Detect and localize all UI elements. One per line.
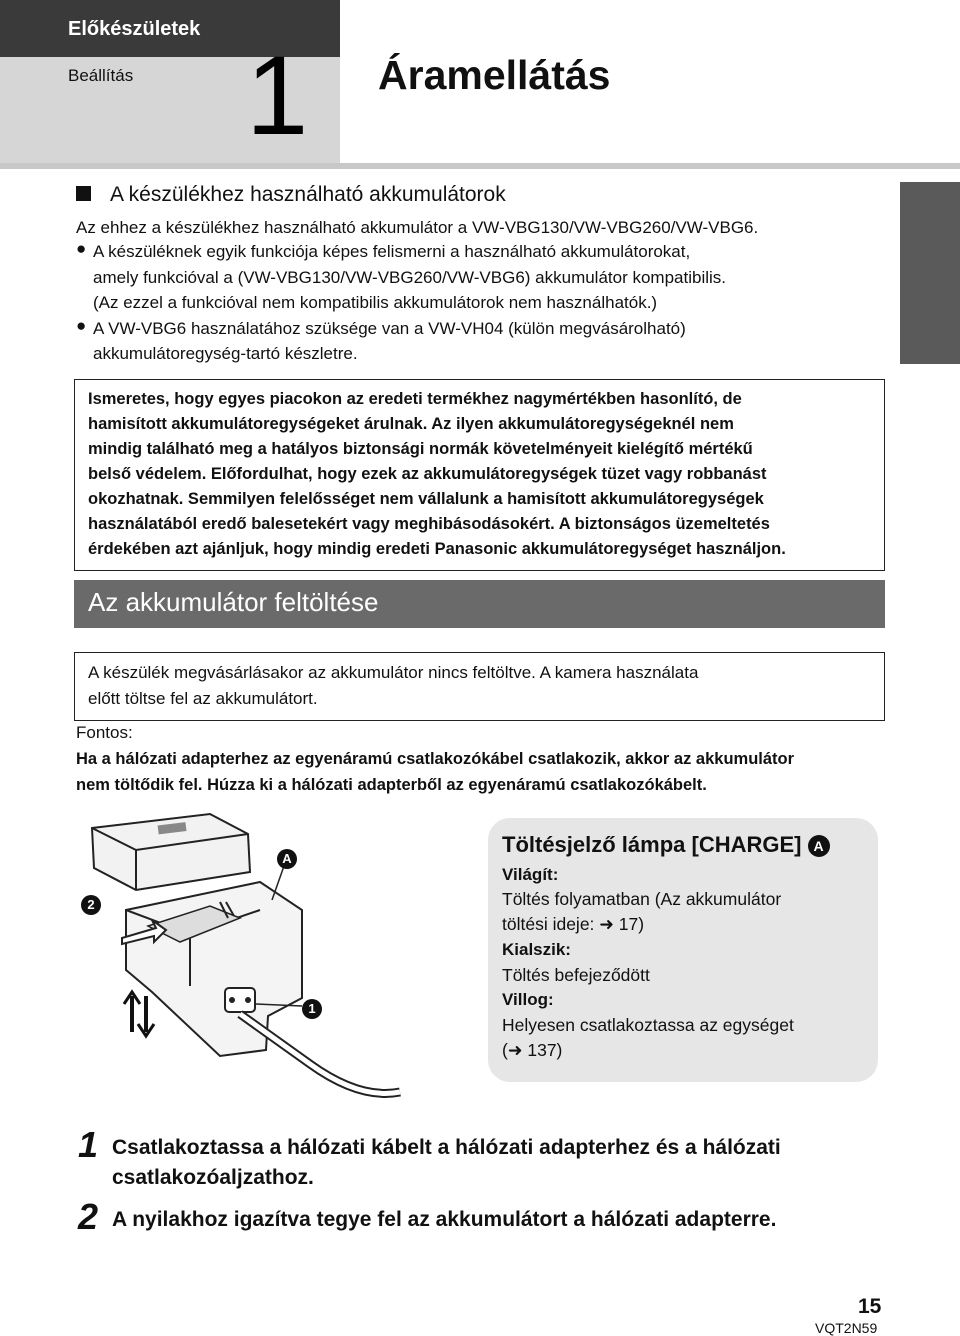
bullet-dot: ● xyxy=(76,239,87,258)
warning-line: érdekében azt ajánljuk, hogy mindig eredeti Panasonic akkumulátoregységet használjon. xyxy=(88,540,786,558)
side-tab-marker xyxy=(900,182,960,364)
battery-section-heading: A készülékhez használható akkumulátorok xyxy=(110,183,506,206)
warning-text xyxy=(88,387,878,562)
charging-section-heading: Az akkumulátor feltöltése xyxy=(88,587,379,617)
note-line: A készülék megvásárlásakor az akkumulátor nincs feltöltve. A kamera használata xyxy=(88,663,699,682)
page-title: Áramellátás xyxy=(378,52,611,98)
flash-label: Villog: xyxy=(502,990,554,1009)
off-text: Töltés befejeződött xyxy=(502,965,650,985)
label-2-badge: 2 xyxy=(81,895,101,915)
warning-line: hamisított akkumulátoregységeket árulnak. Az ilyen akkumulátoregységeknél nem xyxy=(88,415,734,433)
warning-line: Ismeretes, hogy egyes piacokon az eredeti termékhez nagymértékben hasonlító, de xyxy=(88,390,742,408)
heading-square-bullet xyxy=(76,186,91,201)
warning-line: használatából eredő balesetekért vagy meghibásodásokért. A biztonságos üzemeltetés xyxy=(88,515,770,533)
lit-label: Világít: xyxy=(502,865,559,884)
charger-illustration xyxy=(70,810,430,1115)
bullet2-line: akkumulátoregység-tartó készletre. xyxy=(93,344,358,363)
up-down-arrows-icon xyxy=(124,992,154,1036)
important-label: Fontos: xyxy=(76,723,133,742)
charge-lamp-badge: A xyxy=(808,835,830,857)
warning-line: mindig található meg a hatályos biztonsági normák követelményeit kielégítő mértékű xyxy=(88,440,753,458)
bullet2-line: A VW-VBG6 használatához szüksége van a VW-VH04 (külön megvásárolható) xyxy=(93,319,686,338)
purchase-note-text xyxy=(88,660,878,712)
bullet1-line: A készüléknek egyik funkciója képes felismerni a használható akkumulátorokat, xyxy=(93,242,691,261)
important-text xyxy=(76,746,896,798)
off-label: Kialszik: xyxy=(502,940,571,959)
battery-intro: Az ehhez a készülékhez használható akkumulátor a VW-VBG130/VW-VBG260/VW-VBG6. xyxy=(76,218,759,237)
warning-line: belső védelem. Előfordulhat, hogy ezek az akkumulátoregységek tüzet vagy robbanást xyxy=(88,465,767,483)
label-a-badge: A xyxy=(277,849,297,869)
step-text-line: csatlakozóaljzathoz. xyxy=(112,1166,314,1189)
lit-text: Töltés folyamatban (Az akkumulátor xyxy=(502,889,782,909)
label-1-badge: 1 xyxy=(302,999,322,1019)
page-number: 15 xyxy=(858,1295,882,1318)
bullet1-line: amely funkcióval a (VW-VBG130/VW-VBG260/VW-VBG6) akkumulátor kompatibilis. xyxy=(93,268,727,287)
important-line: nem töltődik fel. Húzza ki a hálózati adapterből az egyenáramú csatlakozókábelt. xyxy=(76,776,707,794)
chapter-number: 1 xyxy=(246,33,309,158)
flash-text: (➜ 137) xyxy=(502,1040,563,1060)
important-line: Ha a hálózati adapterhez az egyenáramú csatlakozókábel csatlakozik, akkor az akkumulátor xyxy=(76,750,795,768)
step-number: 2 xyxy=(78,1196,99,1237)
step-text-line: A nyilakhoz igazítva tegye fel az akkumulátort a hálózati adapterre. xyxy=(112,1208,777,1231)
power-cable xyxy=(240,1014,400,1093)
battery-icon xyxy=(92,814,250,890)
charge-lamp-title xyxy=(502,832,830,858)
header-rule xyxy=(0,163,960,169)
step-number: 1 xyxy=(78,1124,99,1165)
lit-text: töltési ideje: ➜ 17) xyxy=(502,914,645,934)
section-name: Előkészületek xyxy=(68,18,201,40)
charge-lamp-title-text: Töltésjelző lámpa [CHARGE] xyxy=(502,832,802,857)
bullet1-line: (Az ezzel a funkcióval nem kompatibilis akkumulátorok nem használhatók.) xyxy=(93,293,658,312)
subsection-name: Beállítás xyxy=(68,66,134,85)
document-code: VQT2N59 xyxy=(815,1320,878,1336)
step-text-line: Csatlakoztassa a hálózati kábelt a hálózati adapterhez és a hálózati xyxy=(112,1136,781,1159)
warning-line: okozhatnak. Semmilyen felelősséget nem vállalunk a hamisított akkumulátoregységek xyxy=(88,490,764,508)
charger-icon xyxy=(126,882,302,1056)
bullet-dot: ● xyxy=(76,316,87,335)
flash-text: Helyesen csatlakoztassa az egységet xyxy=(502,1015,794,1035)
note-line: előtt töltse fel az akkumulátort. xyxy=(88,689,318,708)
